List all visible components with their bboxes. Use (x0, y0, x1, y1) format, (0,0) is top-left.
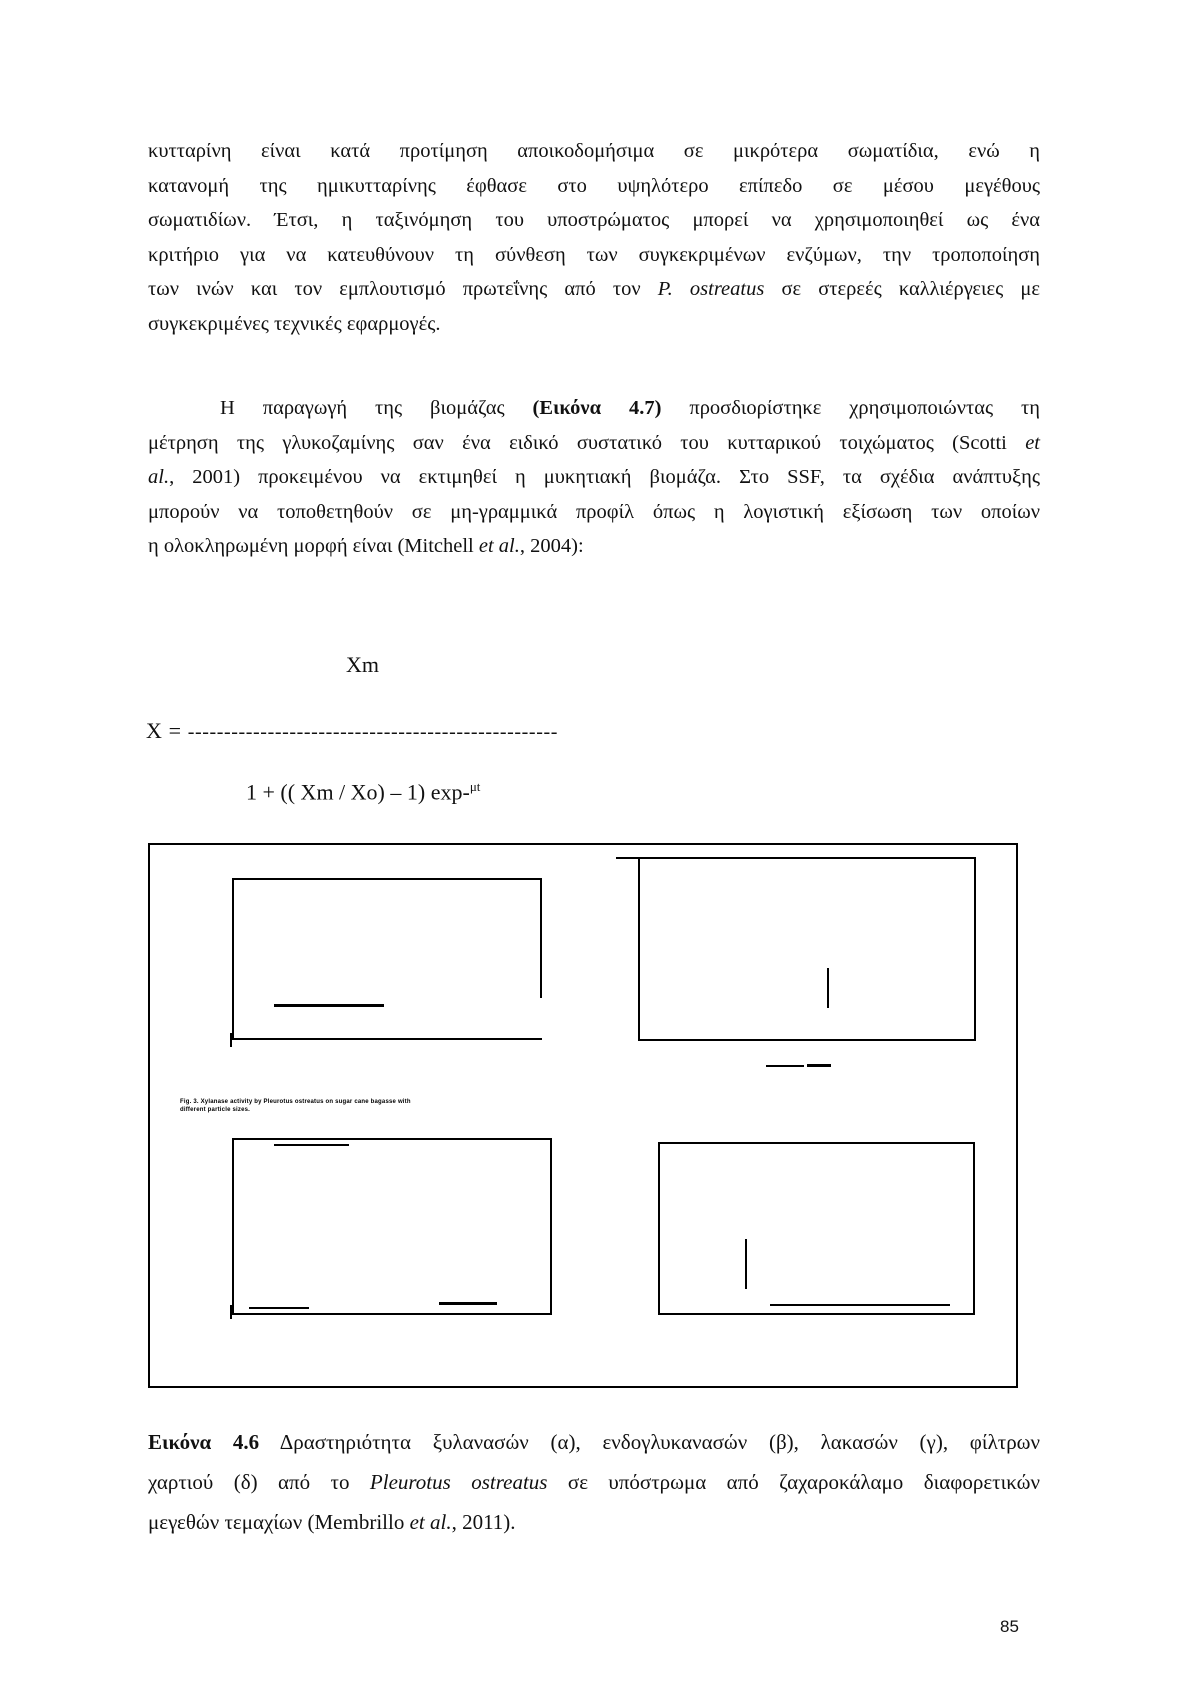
caption-et-al: et al. (409, 1510, 452, 1534)
page-number: 85 (1000, 1617, 1019, 1636)
p2-line-3 (148, 460, 1040, 495)
et-al-text: et al. (478, 535, 520, 557)
p2-line-4: μπορούν να τοποθετηθούν σε μη-γραμμικά προφίλ όπως η λογιστική εξίσωση των οποίων (148, 500, 1040, 523)
caption-line-3-text-a: μεγεθών τεμαχίων (Membrillo (148, 1510, 410, 1534)
p1-line-2: κατανομή της ημικυτταρίνης έφθασε στο υψηλότερο επίπεδο σε μέσου μεγέθους (148, 174, 1040, 197)
figure-stroke-b2 (807, 1064, 831, 1067)
p1-line-4: κριτήριο για να κατευθύνουν τη σύνθεση των συγκεκριμένων ενζύμων, την τροποποίηση (148, 243, 1040, 266)
formula-fraction-line (146, 718, 558, 744)
p2-line-2-text: μέτρηση της γλυκοζαμίνης σαν ένα ειδικό συστατικό του κυτταρικού τοιχώματος (Scotti (148, 431, 1026, 454)
formula-denominator (246, 779, 480, 805)
figure-tick-c (230, 1305, 232, 1319)
caption-line-2-text-a: χαρτιού (δ) από το (148, 1470, 370, 1494)
p2-line-5 (148, 529, 1040, 564)
caption-line-1-text: Δραστηριότητα ξυλανασών (α), ενδογλυκανασών (β), λακασών (γ), φίλτρων (259, 1430, 1040, 1454)
figure-panel-b (638, 857, 976, 1041)
p2-line-1-text-a: Η παραγωγή της βιομάζας (220, 397, 533, 419)
species-name: P. ostreatus (657, 278, 765, 300)
figure-panel-a (232, 878, 542, 1040)
figure-panel-c (232, 1138, 552, 1315)
formula-dashes: --------------------------------------------------- (187, 721, 558, 743)
p2-line-2 (148, 426, 1040, 461)
figure-caption (148, 1422, 1040, 1542)
al-text: al. (148, 466, 170, 488)
caption-line-3-text-b: , 2011). (451, 1510, 516, 1534)
figure-frame (148, 843, 1018, 1388)
embedded-caption-line-1: Fig. 3. Xylanase activity by Pleurotus ostreatus on sugar cane bagasse with (180, 1099, 411, 1105)
p2-line-1 (148, 391, 1040, 426)
p1-line-6: συγκεκριμένες τεχνικές εφαρμογές. (148, 312, 441, 335)
figure-panel-d (658, 1142, 975, 1315)
p2-line-3-text: , 2001) προκειμένου να εκτιμηθεί η μυκητιακή βιομάζα. Στο SSF, τα σχέδια ανάπτυξης (169, 466, 1040, 488)
caption-line-1 (148, 1422, 1040, 1462)
paragraph-2 (148, 391, 1040, 564)
formula-lhs: X = (146, 718, 188, 743)
caption-label: Εικόνα 4.6 (148, 1430, 260, 1454)
figure-reference: (Εικόνα 4.7) (532, 397, 662, 419)
figure-dash-top-left (616, 857, 640, 859)
et-text: et (1025, 431, 1040, 454)
p1-line-5-text-b: σε στερεές καλλιέργειες με (764, 278, 1041, 300)
p1-line-5-text-a: των ινών και τον εμπλουτισμό πρωτεΐνης από τον (148, 278, 658, 300)
caption-species-name: Pleurotus ostreatus (369, 1470, 548, 1494)
p1-line-3: σωματιδίων. Έτσι, η ταξινόμηση του υποστρώματος μπορεί να χρησιμοποιηθεί ως ένα (148, 209, 1040, 231)
p1-line-1: κυτταρίνη είναι κατά προτίμηση αποικοδομήσιμα σε μικρότερα σωματίδια, ενώ η (148, 140, 1040, 162)
p1-line-5 (148, 272, 1040, 307)
formula-superscript: μt (469, 779, 481, 794)
caption-line-2-text-b: σε υπόστρωμα από ζαχαροκάλαμο διαφορετικών (547, 1470, 1040, 1494)
p2-line-1-text-b: προσδιορίστηκε χρησιμοποιώντας τη (661, 397, 1040, 419)
figure-tick-a (230, 1033, 232, 1047)
caption-line-2 (148, 1462, 1040, 1502)
embedded-caption-line-2: different particle sizes. (180, 1107, 251, 1113)
figure-stroke-b (766, 1065, 804, 1067)
formula-denominator-text: 1 + (( Xm / Xo) – 1) exp- (246, 779, 470, 805)
p2-line-5-text-a: η ολοκληρωμένη μορφή είναι (Mitchell (148, 535, 479, 557)
formula-numerator: Xm (346, 652, 379, 677)
p2-line-5-text-b: , 2004): (519, 535, 584, 557)
paragraph-1 (148, 134, 1040, 341)
caption-line-3 (148, 1502, 1040, 1542)
